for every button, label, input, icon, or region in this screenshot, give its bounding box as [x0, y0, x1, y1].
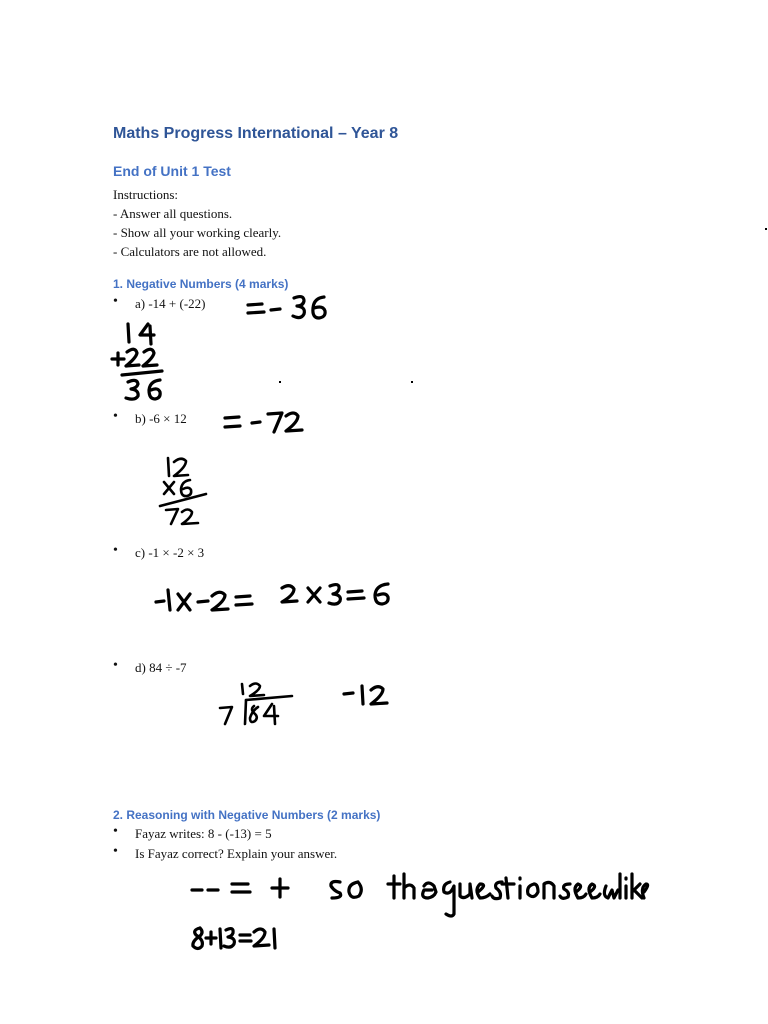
question-text: a) -14 + (-22)	[135, 296, 206, 311]
stray-mark	[411, 381, 413, 383]
instructions-heading: Instructions:	[113, 187, 178, 202]
instruction-line: - Show all your working clearly.	[113, 225, 282, 240]
question-text: d) 84 ÷ -7	[135, 660, 187, 675]
handwritten-reasoning	[188, 870, 648, 920]
stray-mark	[279, 381, 281, 383]
instruction-line: - Answer all questions.	[113, 206, 233, 221]
handwritten-answer	[222, 408, 312, 436]
question-text: c) -1 × -2 × 3	[135, 545, 205, 560]
handwritten-working	[216, 680, 300, 732]
question-text: b) -6 × 12	[135, 411, 187, 426]
handwritten-answer	[244, 292, 334, 322]
handwritten-reasoning	[190, 924, 290, 954]
bullet: •	[113, 294, 118, 309]
bullet: •	[113, 543, 118, 558]
stray-mark	[765, 228, 767, 230]
handwritten-working	[156, 454, 216, 530]
bullet: •	[113, 844, 118, 859]
question-text: Fayaz writes: 8 - (-13) = 5	[135, 826, 272, 841]
handwritten-answer	[152, 580, 412, 616]
question-text: Is Fayaz correct? Explain your answer.	[135, 846, 338, 861]
bullet: •	[113, 824, 118, 839]
instruction-line: - Calculators are not allowed.	[113, 244, 267, 259]
section-heading: 1. Negative Numbers (4 marks)	[113, 277, 289, 291]
document-subtitle: End of Unit 1 Test	[113, 163, 231, 179]
document-title: Maths Progress International – Year 8	[113, 125, 399, 142]
bullet: •	[113, 658, 118, 673]
handwritten-answer	[340, 682, 400, 708]
section-heading: 2. Reasoning with Negative Numbers (2 marks)	[113, 808, 381, 822]
handwritten-working	[108, 320, 178, 402]
bullet: •	[113, 409, 118, 424]
